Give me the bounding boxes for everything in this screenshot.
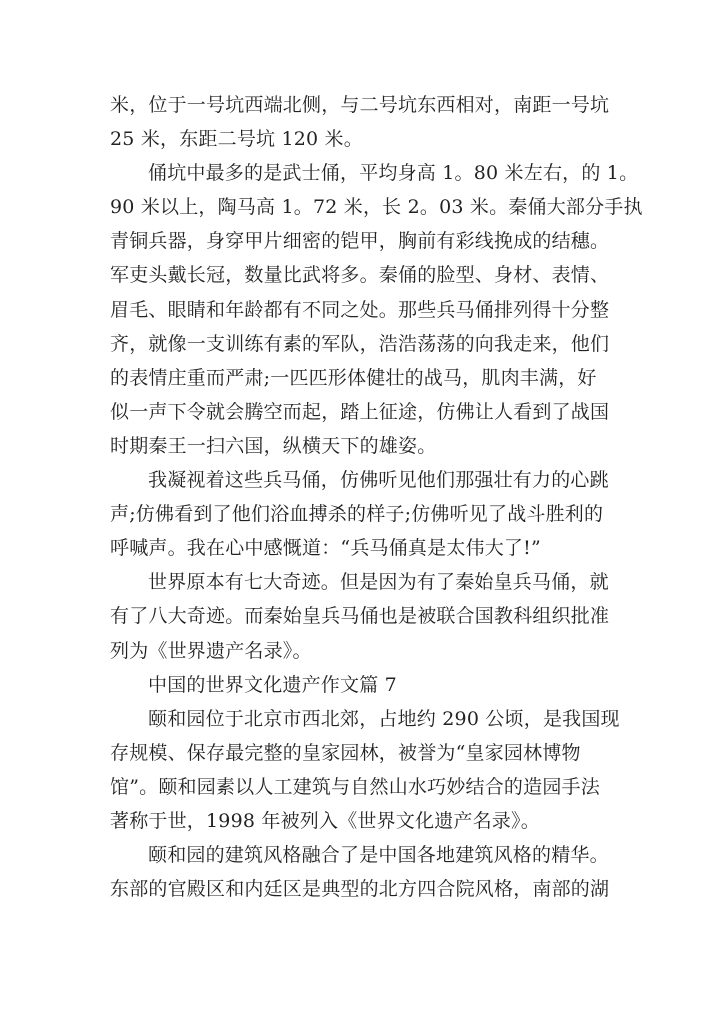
text-line: 有了八大奇迹。而秦始皇兵马俑也是被联合国教科组织批准 <box>110 605 610 628</box>
text-line: 中国的世界文化遗产作文篇 7 <box>148 673 397 696</box>
text-line: 时期秦王一扫六国，纵横天下的雄姿。 <box>110 434 437 457</box>
text-line: 呼喊声。我在心中感慨道：“兵马俑真是太伟大了!” <box>110 537 541 560</box>
text-line: 世界原本有七大奇迹。但是因为有了秦始皇兵马俑，就 <box>148 571 609 594</box>
text-line: 俑坑中最多的是武士俑，平均身高 1。80 米左右，的 1。 <box>148 162 639 185</box>
text-line: 我凝视着这些兵马俑，仿佛听见他们那强壮有力的心跳 <box>148 469 609 492</box>
text-line: 颐和园的建筑风格融合了是中国各地建筑风格的精华。 <box>148 844 609 867</box>
text-line: 眉毛、眼睛和年龄都有不同之处。那些兵马俑排列得十分整 <box>110 298 610 321</box>
text-line: 齐，就像一支训练有素的军队，浩浩荡荡的向我走来，他们 <box>110 332 610 355</box>
text-line: 90 米以上，陶马高 1。72 米，长 2。03 米。秦俑大部分手执 <box>110 196 643 219</box>
text-line: 存规模、保存最完整的皇家园林，被誉为“皇家园林博物 <box>110 741 581 764</box>
text-line: 著称于世，1998 年被列入《世界文化遗产名录》。 <box>110 809 540 832</box>
text-line: 青铜兵器，身穿甲片细密的铠甲，胸前有彩线挽成的结穗。 <box>110 230 610 253</box>
text-line: 军吏头戴长冠，数量比武将多。秦俑的脸型、身材、表情、 <box>110 264 610 287</box>
text-line: 颐和园位于北京市西北郊，占地约 290 公顷，是我国现 <box>148 707 620 730</box>
text-line: 米，位于一号坑西端北侧，与二号坑东西相对，南距一号坑 <box>110 94 610 116</box>
text-line: 声;仿佛看到了他们浴血搏杀的样子;仿佛听见了战斗胜利的 <box>110 503 604 526</box>
text-line: 似一声下令就会腾空而起，踏上征途，仿佛让人看到了战国 <box>110 400 610 423</box>
text-line: 列为《世界遗产名录》。 <box>110 639 312 662</box>
text-line: 东部的官殿区和内廷区是典型的北方四合院风格，南部的湖 <box>110 878 610 901</box>
text-line: 的表情庄重而严肃;一匹匹形体健壮的战马，肌肉丰满，好 <box>110 366 597 389</box>
document-body <box>110 88 643 906</box>
text-line: 25 米，东距二号坑 120 米。 <box>110 128 363 151</box>
text-line: 馆”。颐和园素以人工建筑与自然山水巧妙结合的造园手法 <box>110 775 600 798</box>
